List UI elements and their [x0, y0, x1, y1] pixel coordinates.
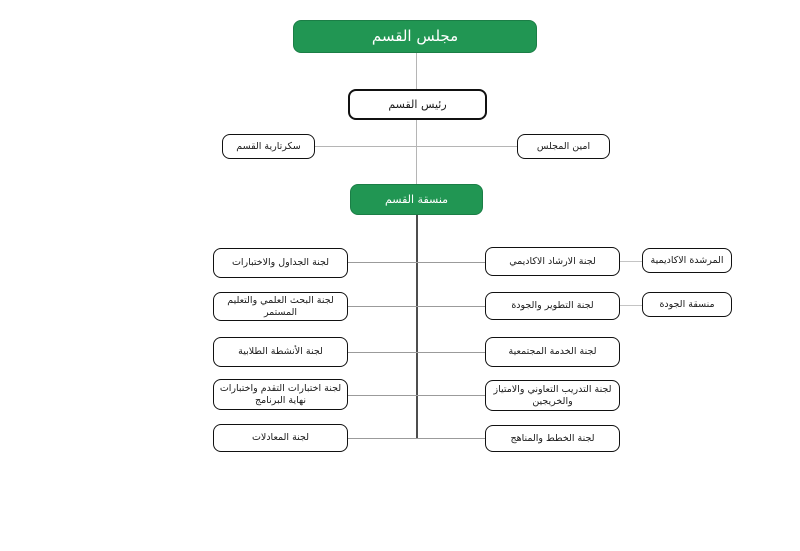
node-council-secretary-label: امين المجلس — [536, 140, 591, 152]
node-committee-schedules-exams — [213, 248, 348, 278]
node-department-secretariat-label: سكرتارية القسم — [236, 140, 301, 152]
node-council-secretary — [517, 134, 610, 159]
node-committee-progress-final-exams — [213, 379, 348, 410]
node-committee-student-activities — [213, 337, 348, 367]
node-committee-academic-advising — [485, 247, 620, 276]
node-department-council-label: مجلس القسم — [371, 27, 459, 46]
connector-head-to-coordinator — [416, 120, 417, 184]
connector-root-to-head — [416, 53, 417, 89]
connector-row-1 — [348, 262, 485, 263]
node-committee-plans-curricula — [485, 425, 620, 452]
connector-row-3 — [348, 352, 485, 353]
node-department-secretariat — [222, 134, 315, 159]
node-department-council — [293, 20, 537, 53]
committee-label: لجنة التدريب التعاوني والامتياز والخريجين — [493, 383, 612, 407]
node-department-head — [348, 89, 487, 120]
committee-label: لجنة البحث العلمي والتعليم المستمر — [227, 294, 334, 318]
node-committee-development-quality — [485, 292, 620, 320]
node-committee-equivalencies — [213, 424, 348, 452]
committee-label: لجنة المعادلات — [251, 432, 310, 444]
sub-box-label: منسقة الجودة — [659, 298, 715, 310]
connector-secretary-council-row — [315, 146, 517, 147]
committee-label: لجنة التطوير والجودة — [511, 300, 594, 312]
node-department-coordinator — [350, 184, 483, 215]
connector-coordinator-spine — [416, 215, 418, 438]
connector-advising-to-advisor — [620, 261, 642, 262]
node-department-head-label: رئيس القسم — [388, 97, 447, 111]
node-quality-coordinator — [642, 292, 732, 317]
committee-label: لجنة الخطط والمناهج — [510, 432, 595, 444]
committee-label: لجنة الأنشطة الطلابية — [238, 346, 323, 358]
node-committee-community-service — [485, 337, 620, 367]
committee-label: لجنة اختبارات التقدم واختبارات نهاية البرنامج — [219, 382, 342, 406]
connector-row-5 — [348, 438, 485, 439]
node-committee-research-continuing-education — [213, 292, 348, 321]
node-committee-coop-training-alumni — [485, 380, 620, 411]
connector-row-4 — [348, 395, 485, 396]
node-academic-advisor — [642, 248, 732, 273]
committee-label: لجنة الخدمة المجتمعية — [508, 346, 597, 358]
committee-label: لجنة الجداول والاختبارات — [231, 257, 330, 269]
committee-label: لجنة الارشاد الاكاديمي — [509, 255, 596, 267]
connector-row-2 — [348, 306, 485, 307]
node-department-coordinator-label: منسقة القسم — [384, 192, 449, 206]
sub-box-label: المرشدة الاكاديمية — [650, 254, 724, 266]
connector-quality-to-coordinator — [620, 305, 642, 306]
